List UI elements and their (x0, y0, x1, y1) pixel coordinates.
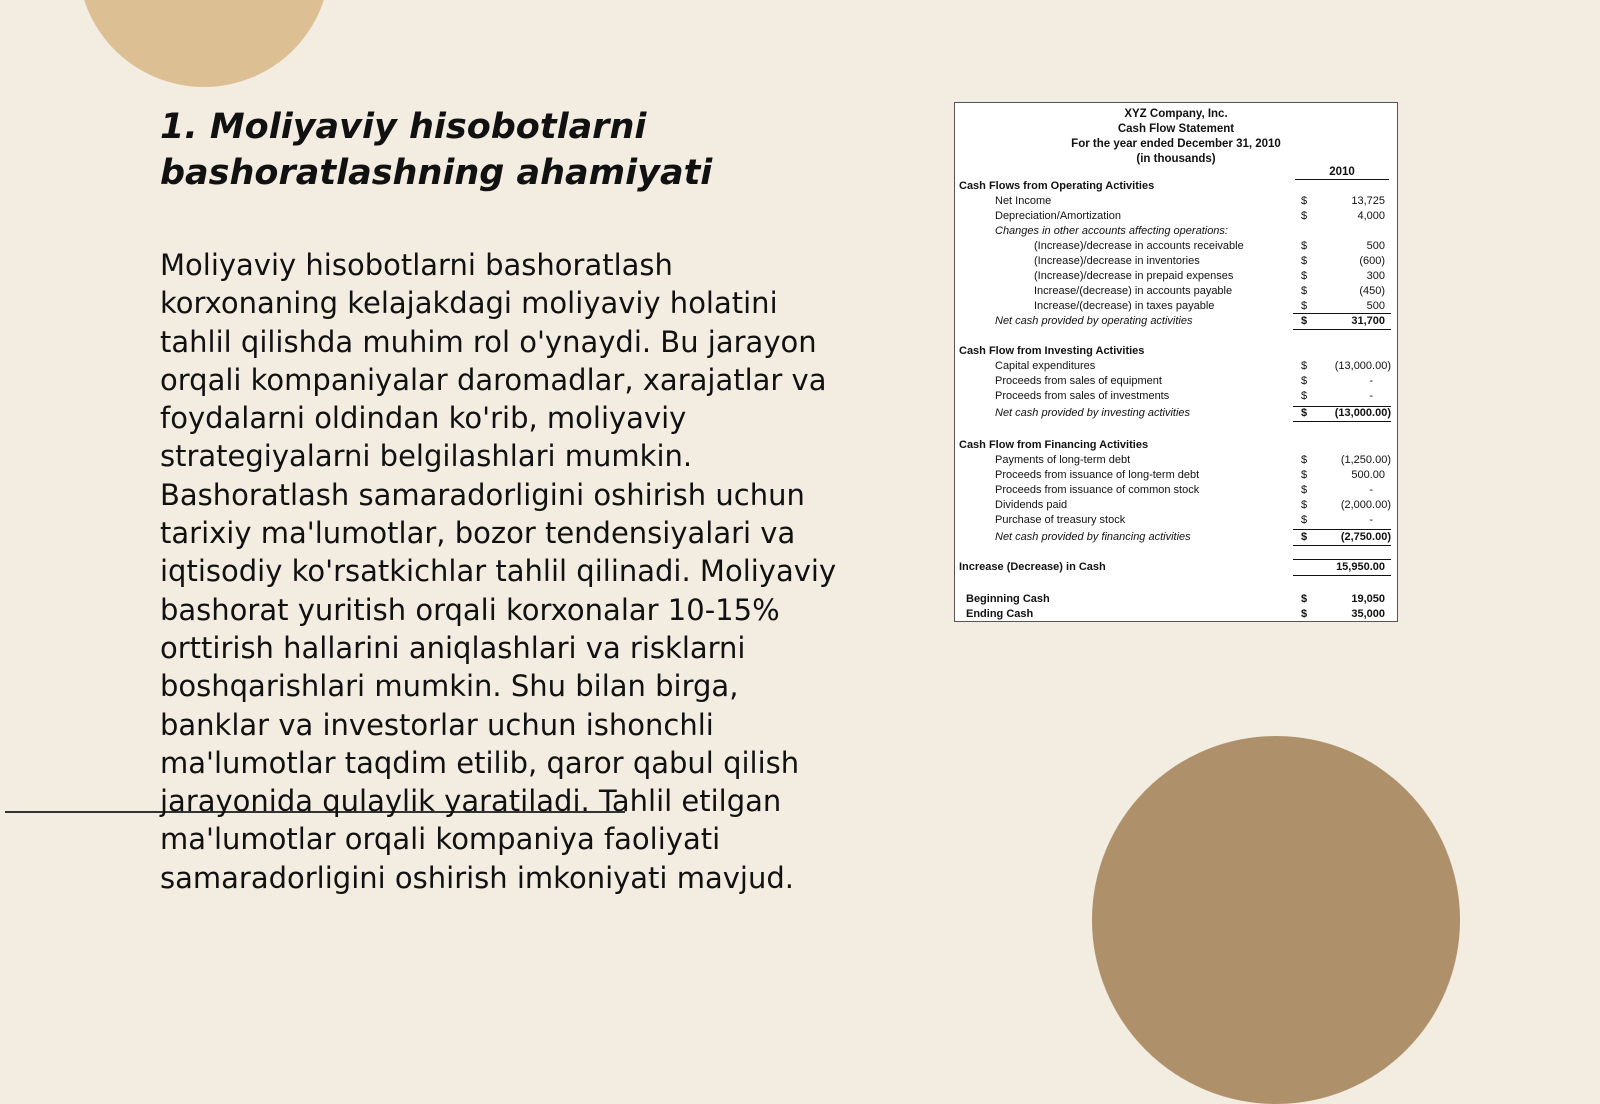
row-label: (Increase)/decrease in prepaid expenses (1034, 270, 1234, 282)
statement-row (955, 194, 1397, 209)
statement-subtotal-investing (955, 406, 1397, 421)
statement-section-operating (955, 179, 1397, 194)
statement-beginning-cash (955, 592, 1397, 607)
row-label: Increase/(decrease) in accounts payable (1034, 285, 1233, 297)
statement-row (955, 239, 1397, 254)
row-amount: (13,000.00) (1334, 360, 1391, 372)
row-dollar: $ (1301, 469, 1308, 481)
row-dollar: $ (1301, 315, 1308, 327)
row-amount: - (1369, 375, 1373, 387)
row-amount: - (1369, 390, 1373, 402)
row-dollar: $ (1301, 300, 1308, 312)
statement-subtotal-operating (955, 314, 1397, 329)
row-label: Net cash provided by financing activities (995, 531, 1191, 543)
row-dollar: $ (1301, 390, 1308, 402)
row-label: Cash Flow from Investing Activities (959, 345, 1145, 357)
row-amount: (2,750.00) (1340, 531, 1391, 543)
decorative-circle-top (78, 0, 330, 87)
subtotal-rule (1293, 329, 1391, 330)
row-label: Net cash provided by operating activities (995, 315, 1193, 327)
row-amount: 31,700 (1351, 315, 1385, 327)
statement-row (955, 468, 1397, 483)
row-dollar: $ (1301, 514, 1308, 526)
row-label: Changes in other accounts affecting operations: (995, 225, 1228, 237)
row-amount: 300 (1366, 270, 1385, 282)
statement-row (955, 224, 1397, 239)
statement-header (955, 103, 1397, 167)
subtotal-rule (1293, 545, 1391, 546)
statement-row (955, 284, 1397, 299)
row-amount: (450) (1359, 285, 1385, 297)
row-label: Increase/(decrease) in taxes payable (1034, 300, 1215, 312)
row-dollar: $ (1301, 593, 1308, 605)
row-label: Ending Cash (966, 608, 1034, 620)
row-dollar: $ (1301, 499, 1308, 511)
row-label: Proceeds from sales of investments (995, 390, 1170, 402)
row-dollar: $ (1301, 240, 1308, 252)
decorative-circle-bottom (1092, 736, 1460, 1104)
row-dollar: $ (1301, 195, 1308, 207)
statement-ending-cash (955, 607, 1397, 622)
statement-row (955, 359, 1397, 374)
cash-flow-statement (954, 102, 1398, 622)
row-label: Payments of long-term debt (995, 454, 1131, 466)
row-dollar: $ (1301, 375, 1308, 387)
row-label: Cash Flow from Financing Activities (959, 439, 1149, 451)
row-dollar: $ (1301, 285, 1308, 297)
statement-section-investing (955, 344, 1397, 359)
row-amount: - (1369, 484, 1373, 496)
statement-company: XYZ Company, Inc. (1124, 108, 1228, 120)
statement-row (955, 374, 1397, 389)
row-label: (Increase)/decrease in inventories (1034, 255, 1200, 267)
row-dollar: $ (1301, 608, 1308, 620)
row-label: Beginning Cash (966, 593, 1050, 605)
row-label: Purchase of treasury stock (995, 514, 1126, 526)
row-amount: 35,000 (1351, 608, 1385, 620)
row-label: Cash Flows from Operating Activities (959, 180, 1155, 192)
row-amount: 500.00 (1351, 469, 1385, 481)
slide-title-line1: 1. Moliyaviy hisobotlarni (160, 107, 647, 147)
statement-row (955, 513, 1397, 528)
row-dollar: $ (1301, 255, 1308, 267)
row-label: (Increase)/decrease in accounts receivable (1034, 240, 1244, 252)
statement-year-header: 2010 (1295, 165, 1389, 180)
row-label: Proceeds from issuance of common stock (995, 484, 1200, 496)
statement-row (955, 254, 1397, 269)
subtotal-rule (1293, 421, 1391, 422)
statement-name: Cash Flow Statement (1117, 123, 1235, 135)
row-amount: (600) (1359, 255, 1385, 267)
row-label: Capital expenditures (995, 360, 1096, 372)
row-amount: 13,725 (1351, 195, 1385, 207)
row-dollar: $ (1301, 484, 1308, 496)
row-amount: (1,250.00) (1340, 454, 1391, 466)
statement-period: For the year ended December 31, 2010 (1071, 138, 1281, 150)
row-amount: 4,000 (1357, 210, 1385, 222)
slide-title-line2: bashoratlashning ahamiyati (160, 153, 713, 193)
statement-row (955, 498, 1397, 513)
row-amount: 500 (1366, 300, 1385, 312)
row-dollar: $ (1301, 454, 1308, 466)
row-amount: 15,950.00 (1336, 561, 1385, 573)
statement-row (955, 483, 1397, 498)
statement-row (955, 299, 1397, 314)
row-dollar: $ (1301, 270, 1308, 282)
statement-row (955, 269, 1397, 284)
statement-row (955, 209, 1397, 224)
row-amount: (2,000.00) (1340, 499, 1391, 511)
row-amount: 500 (1366, 240, 1385, 252)
row-label: Net cash provided by investing activities (995, 407, 1191, 419)
row-amount: (13,000.00) (1334, 407, 1391, 419)
row-label: Net Income (995, 195, 1052, 207)
row-label: Proceeds from issuance of long-term debt (995, 469, 1200, 481)
row-dollar: $ (1301, 407, 1308, 419)
row-label: Increase (Decrease) in Cash (959, 561, 1106, 573)
statement-subtotal-financing (955, 530, 1397, 545)
row-amount: 19,050 (1351, 593, 1385, 605)
row-amount: - (1369, 514, 1373, 526)
row-dollar: $ (1301, 531, 1308, 543)
statement-unit: (in thousands) (1136, 153, 1216, 165)
row-label: Depreciation/Amortization (995, 210, 1121, 222)
row-label: Dividends paid (995, 499, 1068, 511)
slide-title (160, 104, 860, 196)
total-rule (1293, 575, 1391, 576)
statement-section-financing (955, 438, 1397, 453)
row-label: Proceeds from sales of equipment (995, 375, 1162, 387)
slide-paragraph: Moliyaviy hisobotlarni bashoratlash korxonaning kelajakdagi moliyaviy holatini tahlil qilishda muhim rol o'ynaydi. Bu jarayon orqali kompaniyalar daromadlar, xarajatlar va foydalarni oldindan ko'rib, moliyaviy strategiyalarni belgilashlari mumkin. Bashoratlash samaradorligini oshirish uchun tarixiy ma'lumotlar, bozor tendensiyalari va iqtisodiy ko'rsatkichlar tahlil qilinadi. Moliyaviy bashorat yuritish orqali korxonalar 10-15% orttirish hallarini aniqlashlari va risklarni boshqarishlari mumkin. Shu bilan birga, banklar va investorlar uchun ishonchli ma'lumotlar taqdim etilib, qaror qabul qilish jarayonida qulaylik yaratiladi. Tahlil etilgan ma'lumotlar orqali kompaniya faoliyati samaradorligini oshirish imkoniyati mavjud. (160, 248, 837, 895)
row-dollar: $ (1301, 360, 1308, 372)
row-dollar: $ (1301, 210, 1308, 222)
statement-net-change (955, 560, 1397, 575)
statement-row (955, 389, 1397, 404)
statement-row (955, 453, 1397, 468)
